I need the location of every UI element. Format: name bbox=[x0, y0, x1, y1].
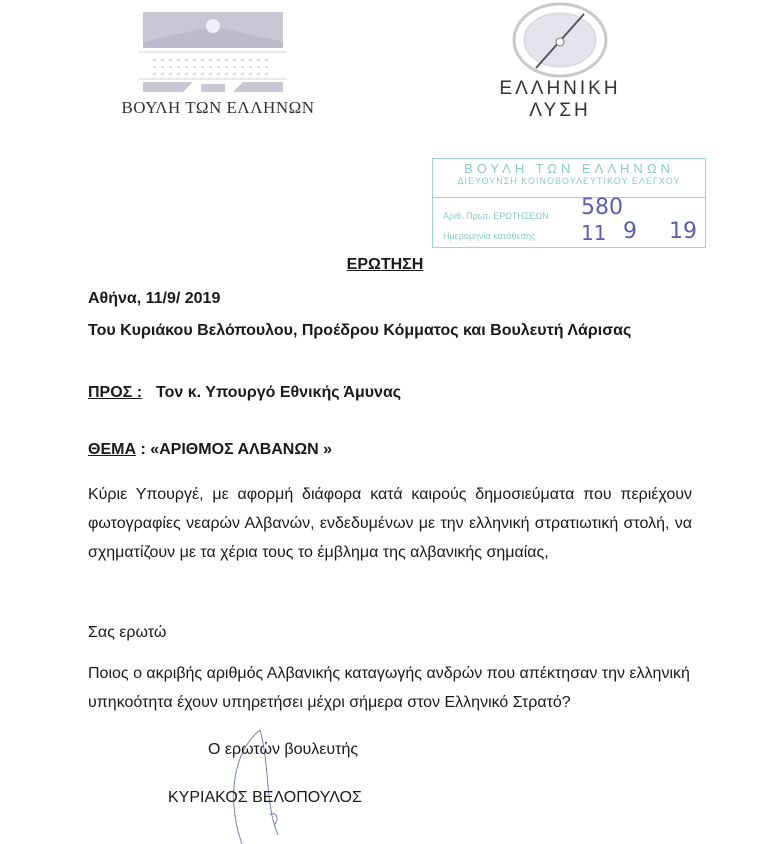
stamp-day: 11 bbox=[581, 221, 607, 245]
author-line: Του Κυριάκου Βελόπουλου, Προέδρου Κόμματος και Βουλευτή Λάρισας bbox=[88, 322, 632, 339]
stamp-year: 19 bbox=[669, 219, 697, 244]
stamp-line2: ΔΙΕΥΘΥΝΣΗ ΚΟΙΝΟΒΟΥΛΕΥΤΙΚΟΥ ΕΛΕΓΧΟΥ bbox=[457, 176, 681, 186]
signature-role: Ο ερωτών βουλευτής bbox=[208, 741, 359, 758]
date-line: Αθήνα, 11/9/ 2019 bbox=[88, 290, 221, 307]
ask-line: Σας ερωτώ bbox=[88, 624, 167, 641]
stamp-protocol-number: 580 bbox=[581, 195, 623, 220]
party-name-line1: ΕΛΛΗΝΙΚΗ bbox=[499, 78, 621, 99]
signature-name: ΚΥΡΙΑΚΟΣ ΒΕΛΟΠΟΥΛΟΣ bbox=[168, 789, 362, 806]
stamp-row1-label: Αριθ. Πρωτ. ΕΡΩΤΗΣΕΩΝ bbox=[443, 211, 549, 221]
compass-icon bbox=[512, 2, 608, 78]
registration-stamp bbox=[432, 158, 706, 248]
recipient-value: Τον κ. Υπουργό Εθνικής Άμυνας bbox=[156, 384, 402, 401]
party-name-line2: ΛΥΣΗ bbox=[529, 100, 591, 121]
stamp-month: 9 bbox=[623, 219, 637, 244]
subject-line bbox=[88, 441, 332, 459]
document-title: ΕΡΩΤΗΣΗ bbox=[346, 256, 424, 273]
subject-value: : «ΑΡΙΘΜΟΣ ΑΛΒΑΝΩΝ » bbox=[136, 441, 333, 458]
stamp-line1: ΒΟΥΛΗ ΤΩΝ ΕΛΛΗΝΩΝ bbox=[464, 161, 674, 176]
parliament-caption: ΒΟΥΛΗ ΤΩΝ ΕΛΛΗΝΩΝ bbox=[121, 98, 315, 117]
party-name bbox=[470, 78, 650, 122]
recipient-line bbox=[88, 384, 401, 402]
intro-paragraph: Κύριε Υπουργέ, με αφορμή διάφορα κατά καιρούς δημοσιεύματα που περιέχουν φωτογραφίες νεαρών Αλβανών, ενδεδυμένων με την ελληνική στρατιωτική στολή, να σχηματίζουν με τα χέρια τους το έμβλημα της αλβανικής σημαίας, bbox=[88, 486, 692, 561]
stamp-header bbox=[433, 159, 705, 198]
stamp-row2-label: Ημερομηνία κατάθεσης bbox=[443, 231, 536, 241]
subject-label: ΘΕΜΑ bbox=[88, 441, 136, 458]
parliament-building-icon bbox=[133, 12, 293, 94]
recipient-label: ΠΡΟΣ : bbox=[88, 384, 143, 401]
question-paragraph: Ποιος ο ακριβής αριθμός Αλβανικής καταγωγής ανδρών που απέκτησαν την ελληνική υπηκοότητα έχουν υπηρετήσει μέχρι σήμερα στον Ελληνικό Στρατό? bbox=[88, 665, 690, 711]
